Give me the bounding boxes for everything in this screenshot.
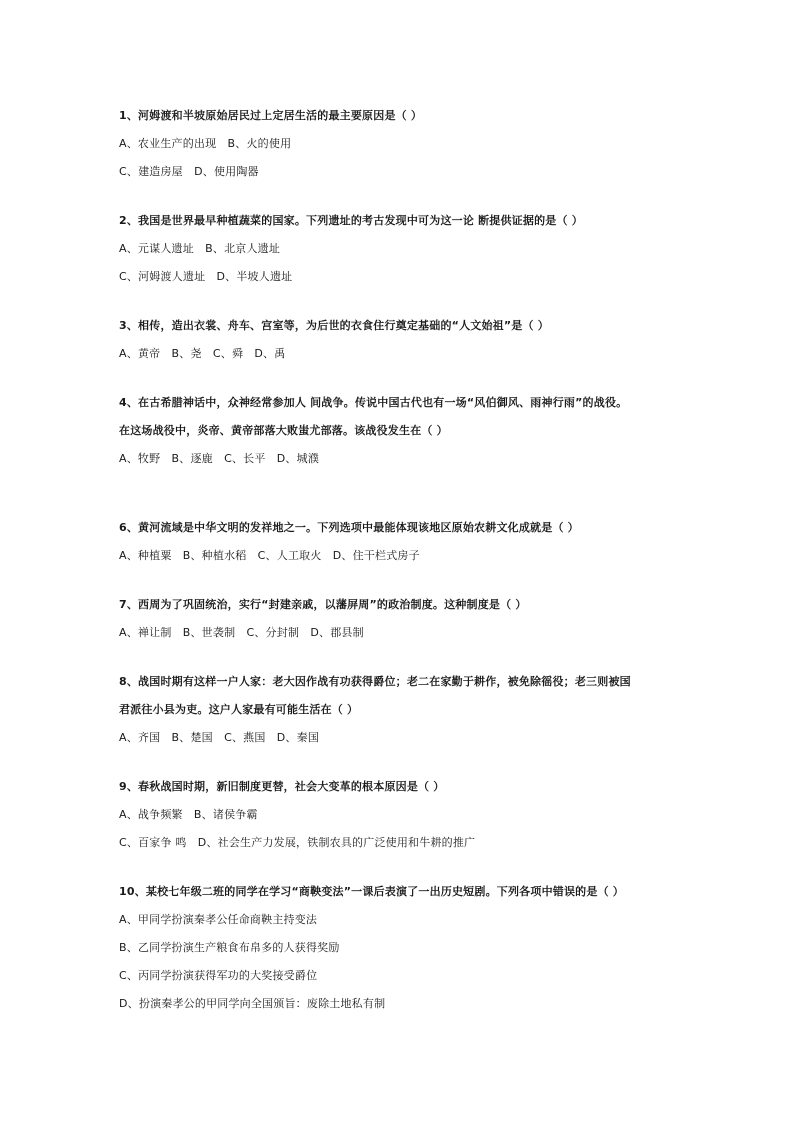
question-3-options-line-1: A、黄帝 B、尧 C、舜 D、禹	[119, 347, 286, 360]
question-8-stem-line-2: 君派往小县为吏。这户人家最有可能生活在（ ）	[119, 703, 359, 716]
question-7-options-line-1: A、禅让制 B、世袭制 C、分封制 D、郡县制	[119, 626, 364, 639]
question-2-options-line-1: A、元谋人遗址 B、北京人遗址	[119, 242, 281, 255]
question-7-stem: 7、西周为了巩固统治，实行“封建亲戚，以藩屏周”的政治制度。这种制度是（ ）	[119, 598, 527, 611]
question-10-options-line-4: D、扮演秦孝公的甲同学向全国颁旨：废除土地私有制	[119, 997, 386, 1010]
question-2-stem: 2、我国是世界最早种植蔬菜的国家。下列遗址的考古发现中可为这一论 断提供证据的是（ ）	[119, 214, 583, 227]
question-8-options-line-1: A、齐国 B、楚国 C、燕国 D、秦国	[119, 731, 320, 744]
question-10-stem: 10、某校七年级二班的同学在学习“商鞅变法”一课后表演了一出历史短剧。下列各项中错误的是（ ）	[119, 885, 624, 898]
question-9-options-line-2: C、百家争 鸣 D、社会生产力发展，铁制农具的广泛使用和牛耕的推广	[119, 836, 476, 849]
question-4-options-line-1: A、牧野 B、逐鹿 C、长平 D、城濮	[119, 452, 320, 465]
question-2-options-line-2: C、河姆渡人遗址 D、半坡人遗址	[119, 270, 293, 283]
question-4-stem-line-2: 在这场战役中，炎帝、黄帝部落大败蚩尤部落。该战役发生在（ ）	[119, 424, 448, 437]
question-10-options-line-3: C、丙同学扮演获得军功的大奖接受爵位	[119, 969, 318, 982]
question-9-stem: 9、春秋战国时期，新旧制度更替，社会大变革的根本原因是（ ）	[119, 780, 445, 793]
question-9-options-line-1: A、战争频繁 B、诸侯争霸	[119, 808, 258, 821]
question-6-stem: 6、黄河流域是中华文明的发祥地之一。下列选项中最能体现该地区原始农耕文化成就是（ ）	[119, 521, 579, 534]
question-4-stem-line-1: 4、在古希腊神话中，众神经常参加人 间战争。传说中国古代也有一场“风伯御风、雨神行雨”的战役。	[119, 396, 628, 409]
question-10-options-line-2: B、乙同学扮演生产粮食布帛多的人获得奖励	[119, 941, 340, 954]
question-6-options-line-1: A、种植粟 B、种植水稻 C、人工取火 D、住干栏式房子	[119, 549, 420, 562]
question-10-options-line-1: A、甲同学扮演秦孝公任命商鞅主持变法	[119, 913, 318, 926]
question-1-stem: 1、河姆渡和半坡原始居民过上定居生活的最主要原因是（ ）	[119, 109, 423, 122]
question-8-stem-line-1: 8、战国时期有这样一户人家：老大因作战有功获得爵位；老二在家勤于耕作，被免除徭役；老三则被国	[119, 675, 631, 688]
question-1-options-line-2: C、建造房屋 D、使用陶器	[119, 165, 259, 178]
question-3-stem: 3、相传，造出衣裳、舟车、宫室等，为后世的衣食住行奠定基础的“人文始祖”是（ ）	[119, 319, 549, 332]
question-1-options-line-1: A、农业生产的出现 B、火的使用	[119, 137, 292, 150]
